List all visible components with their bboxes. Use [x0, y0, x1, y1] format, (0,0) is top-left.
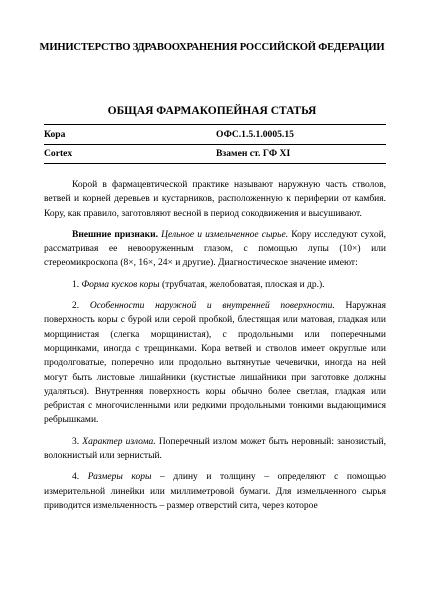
paragraph-external-features [44, 228, 386, 271]
paragraph-text: Кору исследуют сухой, рассматривая ее невооруженным глазом, с помощью лупы (10×) или стереомикроскопа (8×, 16×, 24× и другие). Диагностическое значение имеют: [44, 229, 387, 269]
rule-top [44, 124, 386, 125]
item-number: 2. [72, 301, 80, 312]
item-text: – длину и толщину – определяют с помощью измерительной линейки или миллиметровой бумаги. Для измельченного сырья приводится измельченность – размер отверстий сита, через которое [44, 472, 387, 511]
item-text: Поперечный излом может быть неровный: занозистый, волокнистый или зернистый. [44, 436, 386, 462]
body-text [44, 178, 386, 520]
item-text: (трубчатая, желобоватая, плоская и др.). [161, 279, 325, 290]
item-number: 4. [72, 472, 80, 483]
rule-bottom [44, 163, 386, 164]
section-heading: Внешние признаки. [72, 229, 158, 240]
list-item-size [44, 470, 386, 513]
monograph-name-latin: Cortex [44, 148, 73, 159]
meta-row-1 [44, 129, 386, 143]
article-title: ОБЩАЯ ФАРМАКОПЕЙНАЯ СТАТЬЯ [107, 105, 317, 117]
item-heading: Особенности наружной и внутренней поверхности. [89, 301, 335, 312]
paragraph-definition: Корой в фармацевтической практике называют наружную часть стволов, ветвей и корней деревьев и кустарников, расположенную к периферии от камбия. Кору, как правило, заготовляют весной в период сокодвижения и высушивают. [44, 180, 386, 219]
item-number: 1. [72, 279, 80, 290]
monograph-name-ru: Кора [44, 129, 66, 140]
item-heading: Размеры коры [87, 472, 152, 483]
item-heading: Характер излома. [82, 436, 156, 447]
item-heading: Форма кусков коры [81, 279, 160, 290]
replaces-note: Взамен ст. ГФ XI [216, 148, 291, 159]
meta-row-2 [44, 148, 386, 162]
subsection-label: Цельное и измельченное сырье. [161, 229, 289, 240]
rule-middle [44, 144, 386, 145]
item-text: Наружная поверхность коры с бурой или серой пробкой, блестящая или матовая, гладкая или морщинистая (слегка морщинистая), с продольными или поперечными морщинками, иногда с трещинками. Кора ветвей и стволов имеет округлые или продолговатые, поперечно или продольно вытянутые чечевички, иногда на ней могут быть листовые лишайники (кустистые лишайники при заготовке должны удаляться). Внутренняя поверхность коры обычно более светлая, гладкая или ребристая с многочисленными или редкими продольными тонкими выдающимися ребрышками. [44, 301, 387, 426]
list-item-shape [44, 278, 386, 292]
item-number: 3. [72, 436, 80, 447]
list-item-surface [44, 299, 386, 428]
monograph-code: ОФС.1.5.1.0005.15 [216, 129, 294, 140]
list-item-fracture [44, 435, 386, 464]
ministry-heading: МИНИСТЕРСТВО ЗДРАВООХРАНЕНИЯ РОССИЙСКОЙ ФЕДЕРАЦИИ [39, 42, 385, 53]
